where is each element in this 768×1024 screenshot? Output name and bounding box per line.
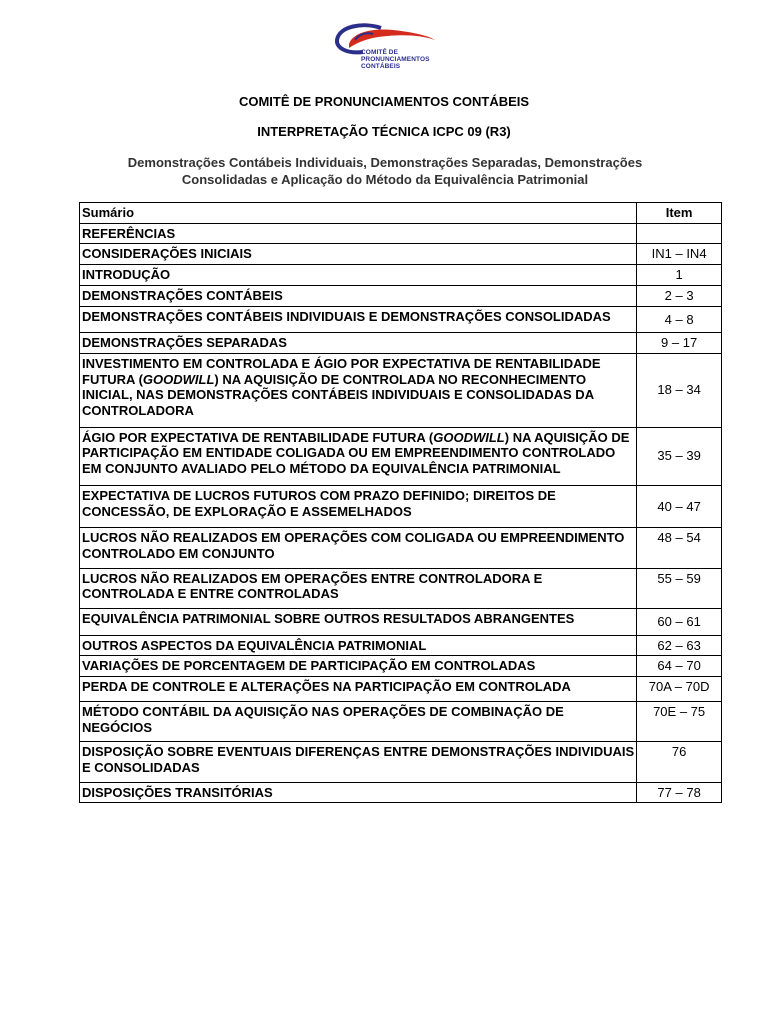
toc-section: LUCROS NÃO REALIZADOS EM OPERAÇÕES ENTRE CONTROLADORA E CONTROLADA E ENTRE CONTROLADAS (80, 568, 637, 608)
table-row (80, 485, 722, 527)
subtitle-line-2: Consolidadas e Aplicação do Método da Equivalência Patrimonial (181, 172, 589, 187)
toc-item: 64 – 70 (637, 656, 722, 677)
table-row (80, 742, 722, 782)
toc-section-part: ) NA AQUISIÇÃO DE PARTICIPAÇÃO EM ENTIDADE COLIGADA OU EM EMPREENDIMENTO CONTROLADO EM CONJUNTO AVALIADO PELO MÉTODO DA EQUIVALÊNCIA PATRIMONIAL (82, 429, 630, 477)
toc-section: OUTROS ASPECTOS DA EQUIVALÊNCIA PATRIMONIAL (80, 635, 637, 656)
table-row (80, 353, 722, 427)
table-row (80, 568, 722, 608)
toc-section-part: ) NA AQUISIÇÃO DE CONTROLADA NO RECONHECIMENTO INICIAL, NAS DEMONSTRAÇÕES CONTÁBEIS INDIVIDUAIS E CONSOLIDADAS DA CONTROLADORA (82, 371, 594, 419)
document-title: INTERPRETAÇÃO TÉCNICA ICPC 09 (R3) (257, 124, 511, 139)
table-row (80, 782, 722, 803)
toc-item: IN1 – IN4 (637, 244, 722, 265)
toc-section: REFERÊNCIAS (80, 223, 637, 244)
toc-section: PERDA DE CONTROLE E ALTERAÇÕES NA PARTICIPAÇÃO EM CONTROLADA (80, 677, 637, 702)
toc-section: CONSIDERAÇÕES INICIAIS (80, 244, 637, 265)
toc-section: VARIAÇÕES DE PORCENTAGEM DE PARTICIPAÇÃO EM CONTROLADAS (80, 656, 637, 677)
toc-item (637, 223, 722, 244)
table-row (80, 701, 722, 741)
toc-section (80, 353, 637, 427)
table-row (80, 306, 722, 333)
table-row (80, 223, 722, 244)
toc-item: 76 (637, 742, 722, 782)
toc-section: DEMONSTRAÇÕES CONTÁBEIS INDIVIDUAIS E DEMONSTRAÇÕES CONSOLIDADAS (80, 306, 637, 333)
toc-section: DISPOSIÇÃO SOBRE EVENTUAIS DIFERENÇAS ENTRE DEMONSTRAÇÕES INDIVIDUAIS E CONSOLIDADAS (80, 742, 637, 782)
toc-section (80, 427, 637, 485)
table-row (80, 635, 722, 656)
document-subtitle (90, 154, 680, 188)
toc-section: EQUIVALÊNCIA PATRIMONIAL SOBRE OUTROS RESULTADOS ABRANGENTES (80, 609, 637, 636)
toc-item: 40 – 47 (637, 485, 722, 527)
toc-item: 2 – 3 (637, 285, 722, 306)
table-row (80, 528, 722, 568)
logo-line-2: PRONUNCIAMENTOS (361, 56, 430, 63)
toc-item: 77 – 78 (637, 782, 722, 803)
table-row (80, 285, 722, 306)
toc-section-part: ÁGIO POR EXPECTATIVA DE RENTABILIDADE FUTURA ( (82, 429, 434, 445)
toc-section: DEMONSTRAÇÕES CONTÁBEIS (80, 285, 637, 306)
toc-section-part: INVESTIMENTO EM CONTROLADA E ÁGIO POR EXPECTATIVA DE RENTABILIDADE FUTURA ( (82, 355, 601, 387)
toc-item: 48 – 54 (637, 528, 722, 568)
table-row (80, 333, 722, 354)
toc-section: MÉTODO CONTÁBIL DA AQUISIÇÃO NAS OPERAÇÕES DE COMBINAÇÃO DE NEGÓCIOS (80, 701, 637, 741)
toc-section: DISPOSIÇÕES TRANSITÓRIAS (80, 782, 637, 803)
table-of-contents (79, 202, 722, 803)
cpc-logo-text (361, 49, 430, 70)
table-row (80, 265, 722, 286)
table-row (80, 656, 722, 677)
toc-item: 62 – 63 (637, 635, 722, 656)
toc-section: INTRODUÇÃO (80, 265, 637, 286)
logo-line-1: COMITÊ DE (361, 49, 399, 56)
org-title: COMITÊ DE PRONUNCIAMENTOS CONTÁBEIS (238, 94, 530, 109)
toc-header-section: Sumário (80, 203, 637, 224)
toc-item: 1 (637, 265, 722, 286)
toc-section-italic: GOODWILL (142, 371, 215, 387)
toc-item: 70A – 70D (637, 677, 722, 702)
toc-item: 18 – 34 (637, 353, 722, 427)
toc-section: EXPECTATIVA DE LUCROS FUTUROS COM PRAZO DEFINIDO; DIREITOS DE CONCESSÃO, DE EXPLORAÇÃO E ASSEMELHADOS (80, 485, 637, 527)
table-row (80, 609, 722, 636)
toc-item: 9 – 17 (637, 333, 722, 354)
toc-item: 60 – 61 (637, 609, 722, 636)
toc-item: 70E – 75 (637, 701, 722, 741)
logo-line-3: CONTÁBEIS (361, 63, 401, 70)
table-row (80, 427, 722, 485)
toc-header-row (80, 203, 722, 224)
toc-item: 4 – 8 (637, 306, 722, 333)
toc-section-italic: GOODWILL (433, 429, 505, 445)
cpc-logo (333, 20, 443, 76)
toc-section: LUCROS NÃO REALIZADOS EM OPERAÇÕES COM COLIGADA OU EMPREENDIMENTO CONTROLADO EM CONJUNTO (80, 528, 637, 568)
table-row (80, 244, 722, 265)
toc-header-item: Item (637, 203, 722, 224)
subtitle-line-1: Demonstrações Contábeis Individuais, Demonstrações Separadas, Demonstrações (127, 155, 643, 170)
toc-item: 35 – 39 (637, 427, 722, 485)
table-row (80, 677, 722, 702)
toc-section: DEMONSTRAÇÕES SEPARADAS (80, 333, 637, 354)
toc-item: 55 – 59 (637, 568, 722, 608)
